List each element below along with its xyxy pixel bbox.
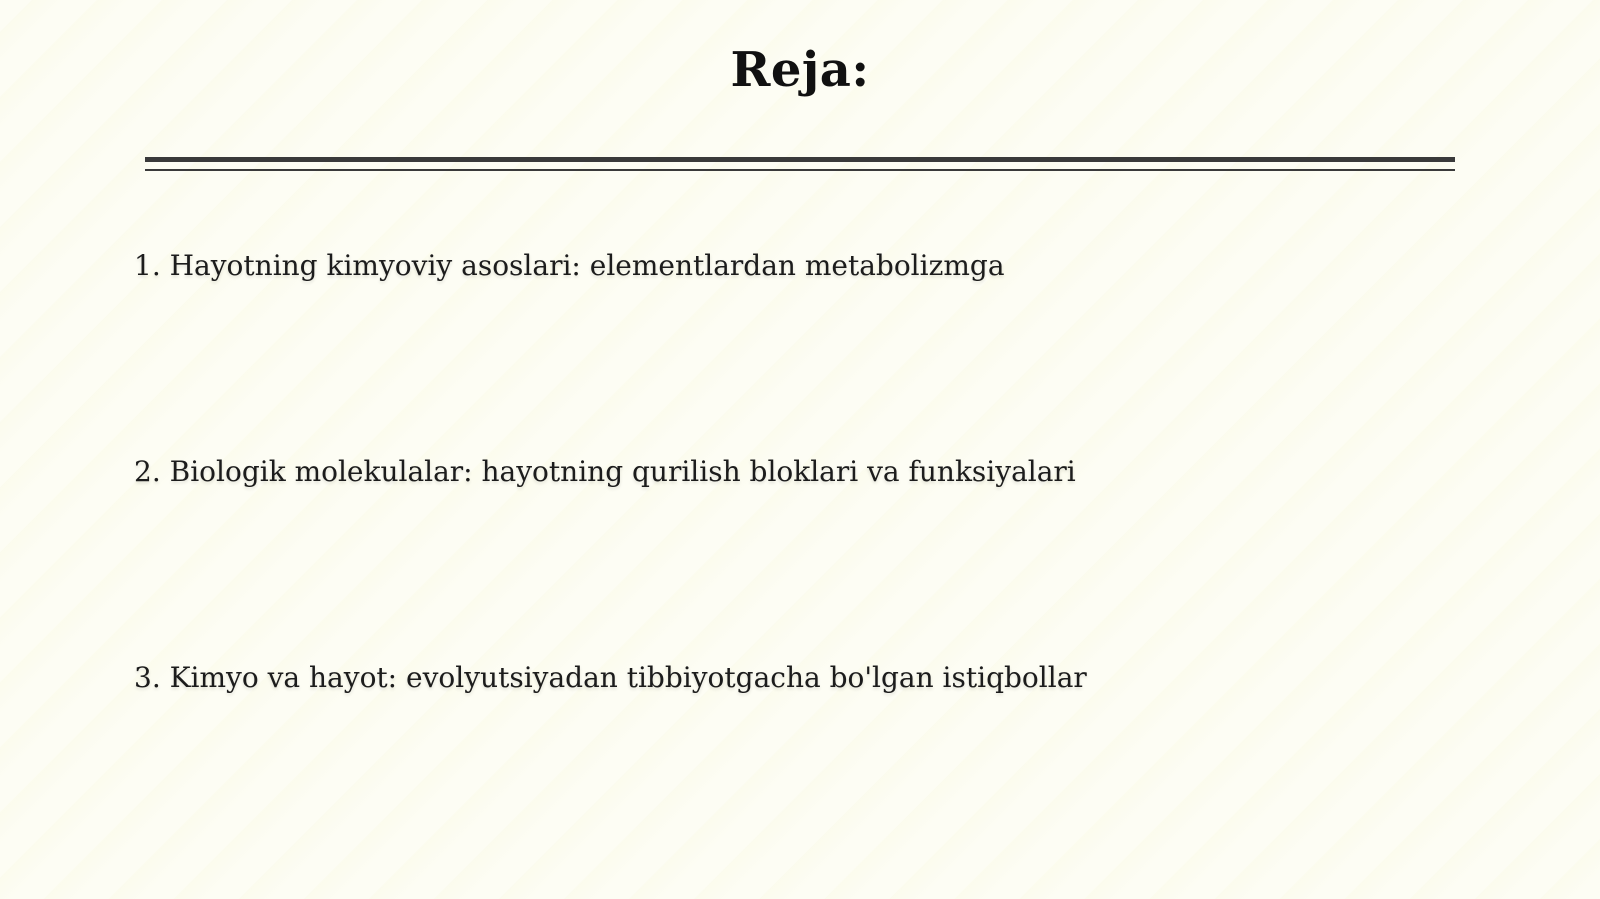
slide-title: Reja: <box>730 42 870 98</box>
plan-item-1: 1. Hayotning kimyoviy asoslari: elementlardan metabolizmga <box>134 249 1005 282</box>
title-divider-thin <box>145 169 1455 171</box>
title-divider-thick <box>145 157 1455 162</box>
plan-item-3: 3. Kimyo va hayot: evolyutsiyadan tibbiyotgacha bo'lgan istiqbollar <box>134 661 1087 694</box>
plan-item-2: 2. Biologik molekulalar: hayotning qurilish bloklari va funksiyalari <box>134 455 1076 488</box>
